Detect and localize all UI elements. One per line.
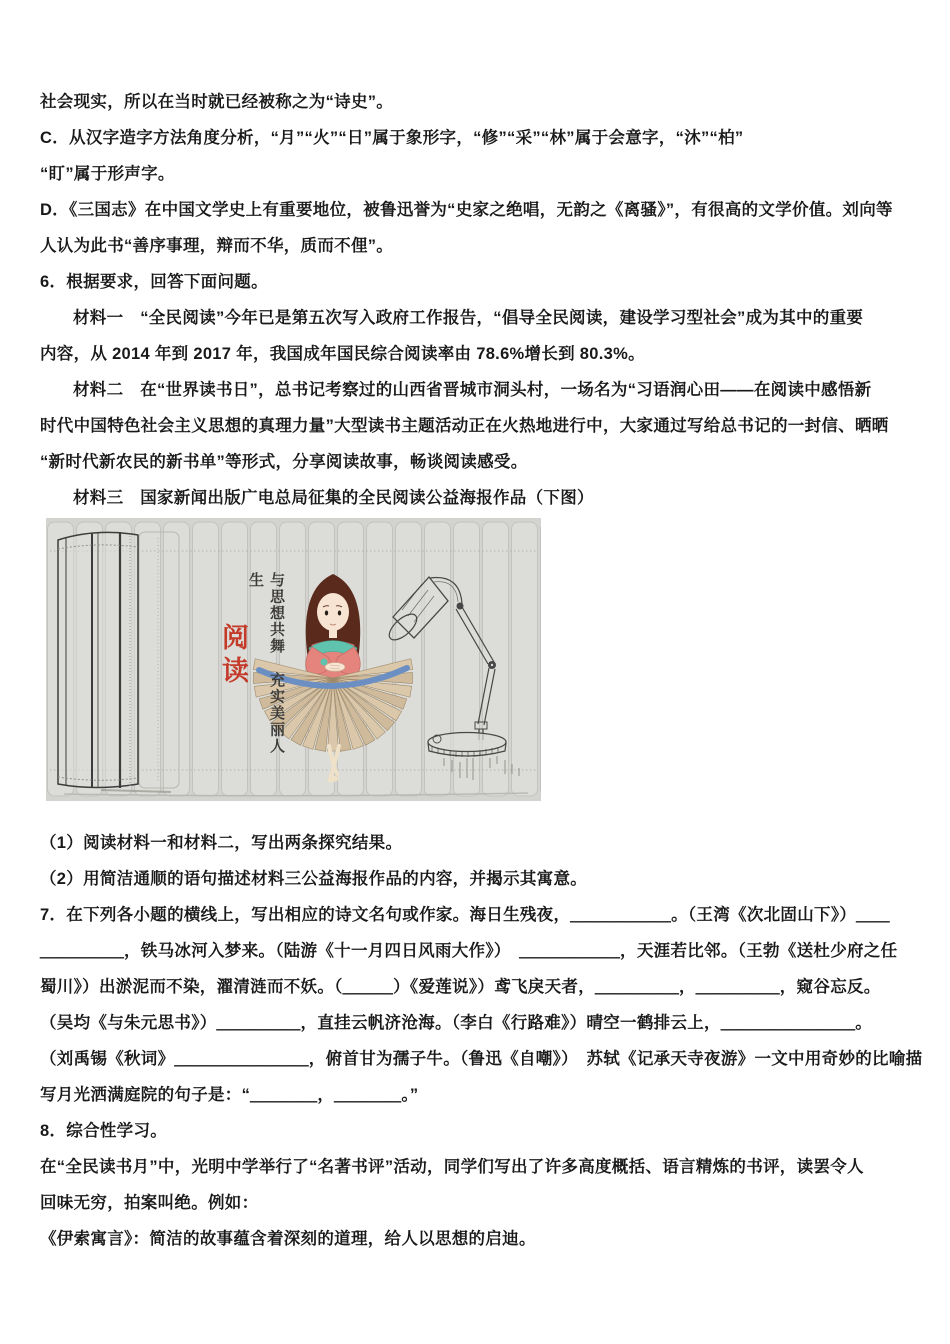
text-line: 时代中国特色社会主义思想的真理力量”大型读书主题活动正在火热地进行中，大家通过写给总书记的一封信、晒晒 [40, 417, 889, 435]
text-line: 人认为此书“善序事理，辩而不华，质而不俚”。 [40, 237, 394, 255]
text-line: “盯”属于形声字。 [40, 165, 175, 183]
text-line: 7．在下列各小题的横线上，写出相应的诗文名句或作家。海日生残夜，＿＿＿＿＿＿。（王湾《次北固山下》）＿＿ [40, 906, 890, 924]
text-line: ＿＿＿＿＿，铁马冰河入梦来。（陆游《十一月四日风雨大作》） ＿＿＿＿＿＿，天涯若比邻。（王勃《送杜少府之任 [40, 942, 898, 960]
text-line: （刘禹锡《秋词》＿＿＿＿＿＿＿＿，俯首甘为孺子牛。（鲁迅《自嘲》） 苏轼《记承天寺夜游》一文中用奇妙的比喻描 [40, 1050, 923, 1068]
text-line: C．从汉字造字方法角度分析，“月”“火”“日”属于象形字，“修”“采”“林”属于会意字，“沐”“柏” [40, 129, 744, 147]
text-line: 蜀川》）出淤泥而不染，濯清涟而不妖。（＿＿＿）《爱莲说》）鸢飞戾天者，＿＿＿＿＿，＿＿＿＿＿，窥谷忘反。 [40, 978, 881, 996]
text-line: 写月光洒满庭院的句子是：“＿＿＿＿，＿＿＿＿。” [40, 1086, 419, 1104]
reading-vertical-label: 阅读 [218, 623, 248, 689]
text-line: （1）阅读材料一和材料二，写出两条探究结果。 [40, 834, 403, 852]
text-line: “新时代新农民的新书单”等形式，分享阅读故事，畅谈阅读感受。 [40, 453, 528, 471]
text-line: 《伊索寓言》：简洁的故事蕴含着深刻的道理，给人以思想的启迪。 [40, 1230, 536, 1248]
text-line: （吴均《与朱元思书》）＿＿＿＿＿，直挂云帆济沧海。（李白《行路难》）晴空一鹤排云上，＿＿＿＿＿＿＿＿。 [40, 1014, 873, 1032]
text-block-top [40, 84, 912, 516]
slogan-vertical-text: 与思想共舞 充实美丽人生 [247, 572, 284, 755]
text-line: 在“全民读书月”中，光明中学举行了“名著书评”活动，同学们写出了许多高度概括、语言精炼的书评，读罢令人 [40, 1158, 864, 1176]
text-line: 内容，从 2014 年到 2017 年，我国成年国民综合阅读率由 78.6%增长到 80.3%。 [40, 345, 645, 363]
poster-canvas [46, 518, 541, 801]
text-line: 回味无穷，拍案叫绝。例如： [40, 1194, 259, 1212]
poster-illustration [46, 518, 541, 801]
text-line: 材料二 在“世界读书日”，总书记考察过的山西省晋城市洞头村，一场名为“习语润心田——在阅读中感悟新 [73, 381, 872, 399]
text-line: 6．根据要求，回答下面问题。 [40, 273, 268, 291]
text-line: 8．综合性学习。 [40, 1122, 168, 1140]
text-line: 社会现实，所以在当时就已经被称之为“诗史”。 [40, 93, 394, 111]
text-line: （2）用简洁通顺的语句描述材料三公益海报作品的内容，并揭示其寓意。 [40, 870, 588, 888]
text-line: D．《三国志》在中国文学史上有重要地位，被鲁迅誉为“史家之绝唱，无韵之《离骚》”，有很高的文学价值。刘向等 [40, 201, 893, 219]
text-line: 材料一 “全民阅读”今年已是第五次写入政府工作报告，“倡导全民阅读，建设学习型社会”成为其中的重要 [73, 309, 864, 327]
text-block-bottom [40, 825, 923, 1257]
text-line: 材料三 国家新闻出版广电总局征集的全民阅读公益海报作品（下图） [73, 489, 594, 507]
